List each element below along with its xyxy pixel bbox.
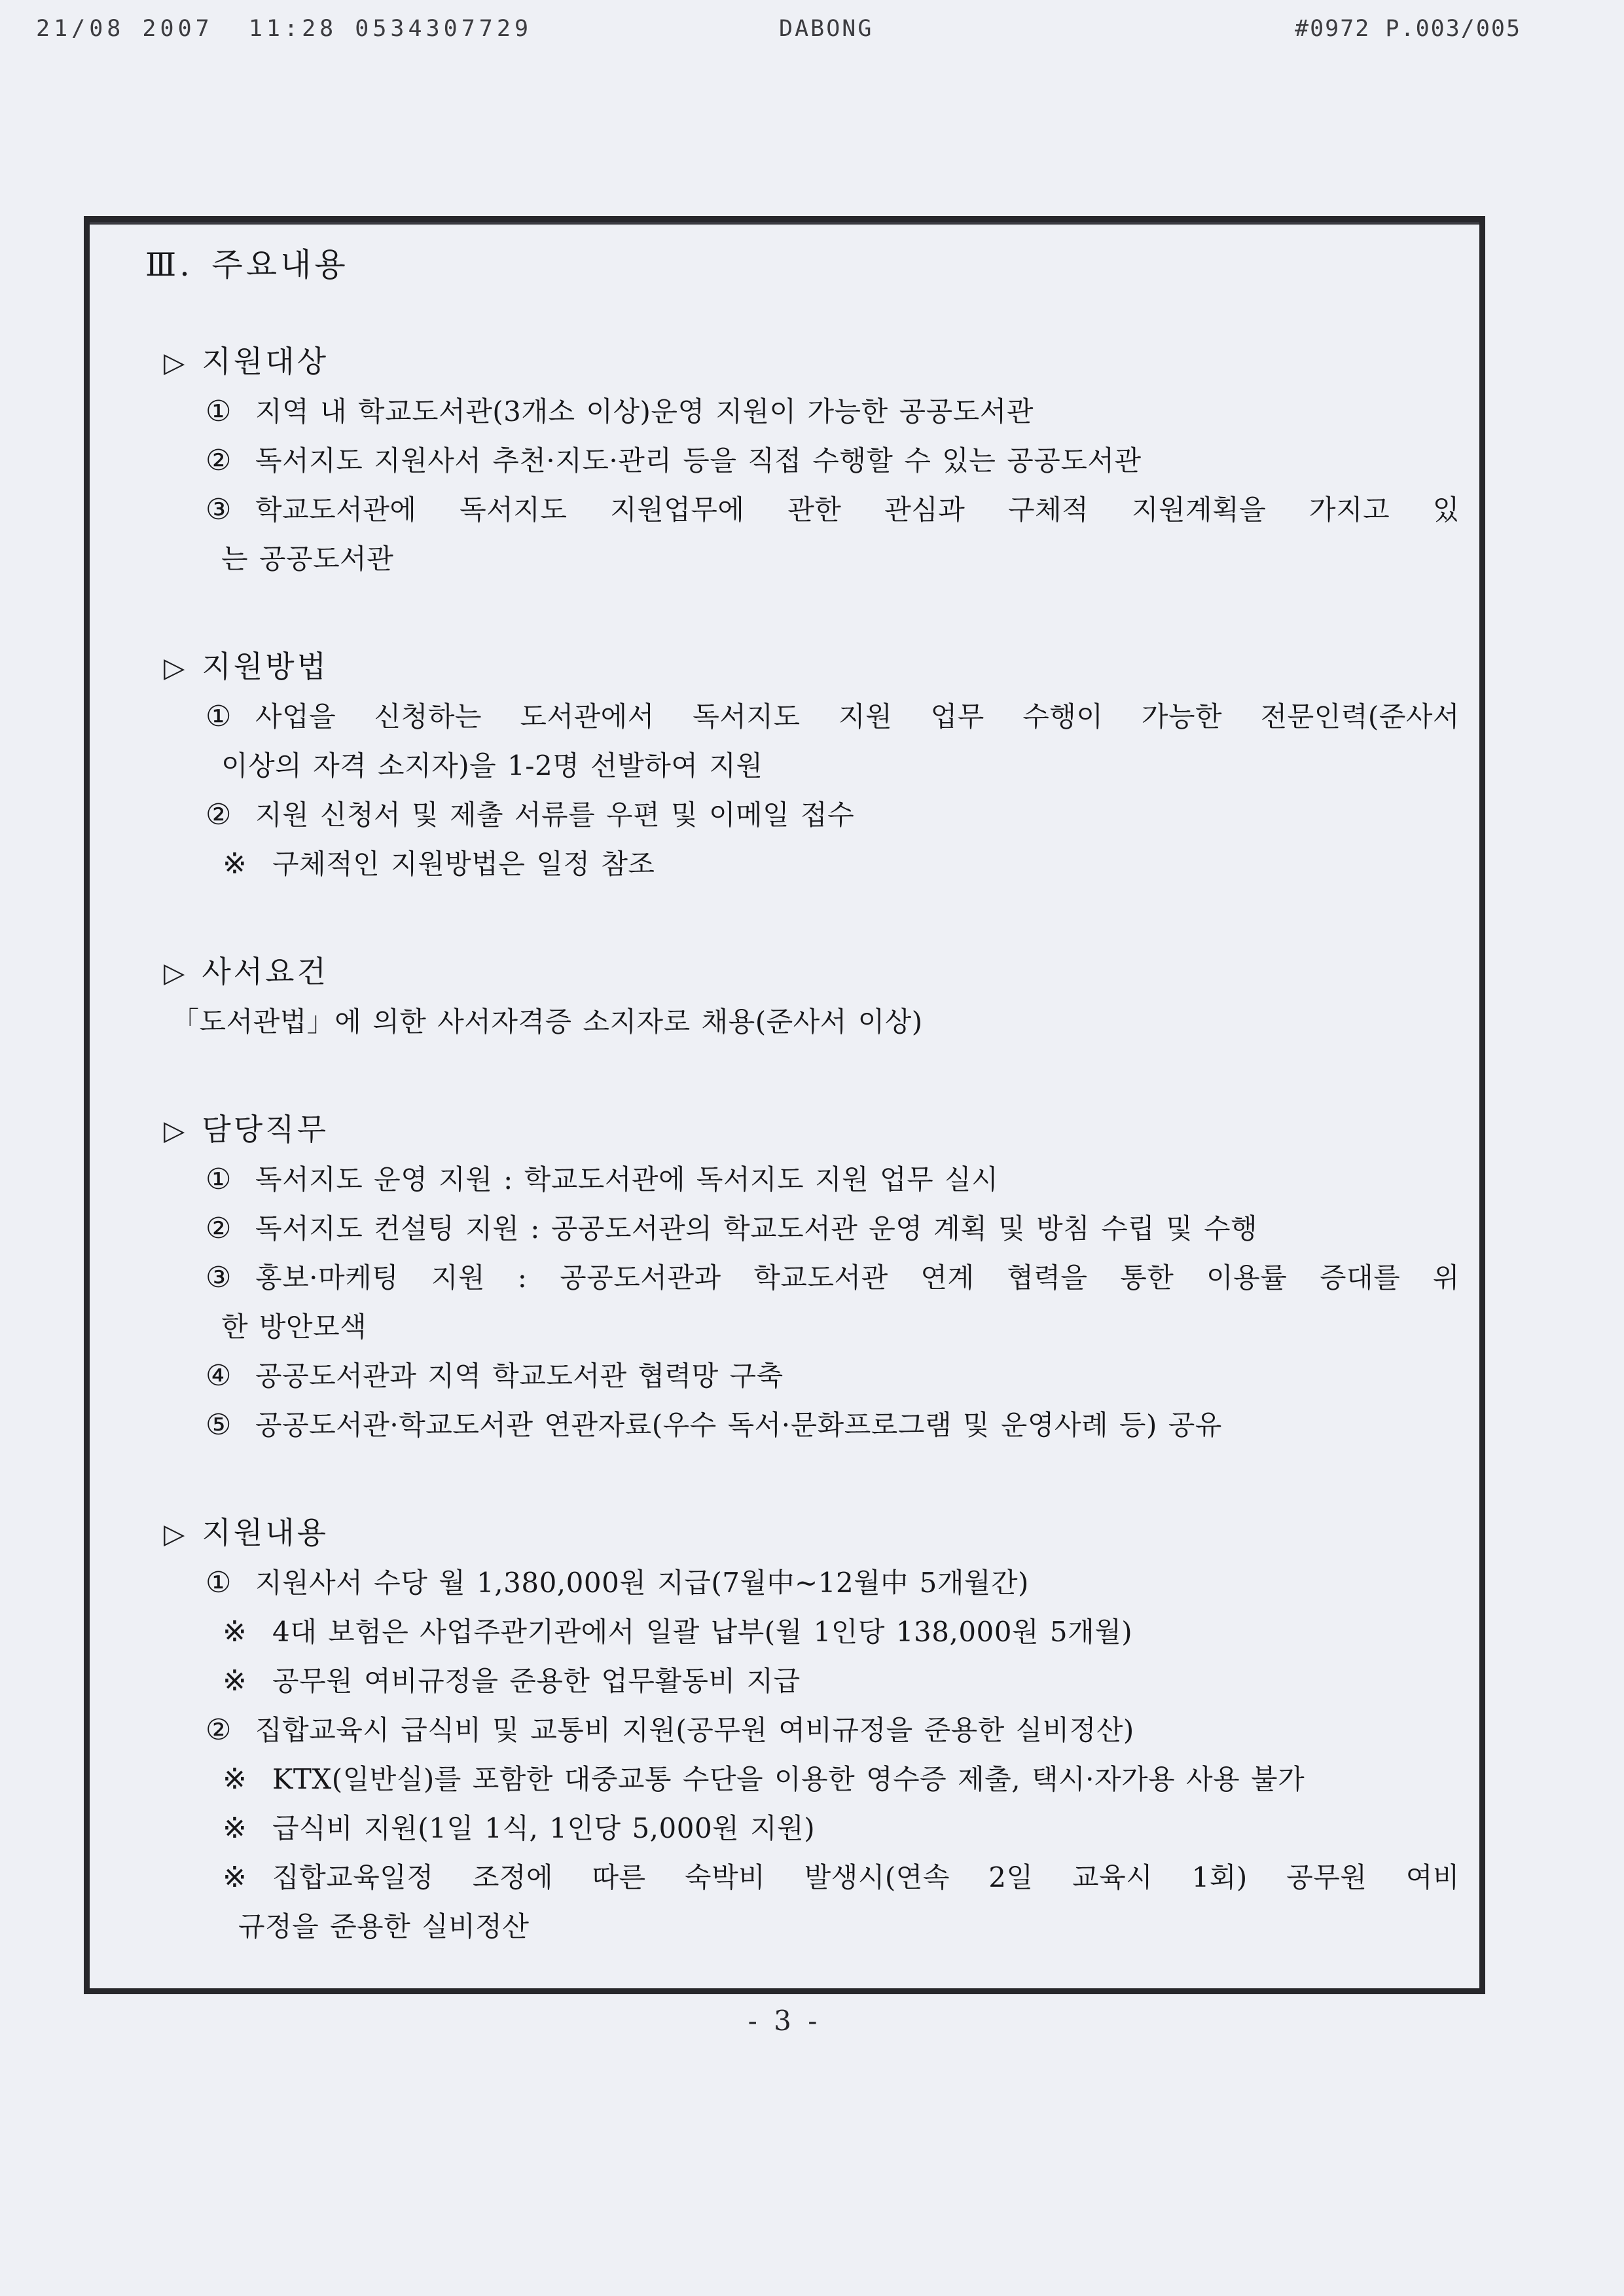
item-line: 공공도서관·학교도서관 연관자료(우수 독서·문화프로그램 및 운영사례 등) 공유: [255, 1409, 1222, 1441]
item-line: 집합교육시 급식비 및 교통비 지원(공무원 여비규정을 준용한 실비정산): [255, 1714, 1134, 1746]
list-item: [145, 692, 1460, 790]
item-marker: ①: [206, 1566, 232, 1599]
item-line: 공무원 여비규정을 준용한 업무활동비 지급: [272, 1665, 801, 1697]
item-line: 공공도서관과 지역 학교도서관 협력망 구축: [255, 1360, 784, 1392]
reference-mark-icon: ※: [223, 1861, 247, 1894]
list-item-note: [145, 1607, 1460, 1656]
section-title: 지원내용: [202, 1515, 329, 1550]
section-header: [145, 337, 1460, 387]
list-item: [145, 1155, 1460, 1204]
section-header: [145, 1508, 1460, 1558]
item-marker: ⑤: [206, 1408, 232, 1442]
item-marker: ②: [206, 798, 232, 831]
list-item: [145, 436, 1460, 485]
section-title: 담당직무: [202, 1112, 329, 1147]
reference-mark-icon: ※: [223, 1664, 247, 1698]
triangle-bullet-icon: ▷: [164, 1518, 185, 1550]
triangle-bullet-icon: ▷: [164, 1114, 185, 1146]
item-marker: ③: [206, 493, 232, 526]
section-title: 지원대상: [202, 344, 329, 379]
item-marker: ②: [206, 1212, 232, 1245]
document-box: [84, 216, 1485, 1994]
section-librarian-requirement: [145, 947, 1460, 1046]
list-item-note: [145, 1656, 1460, 1705]
list-item-note: [145, 1804, 1460, 1853]
item-line: 학교도서관에 독서지도 지원업무에 관한 관심과 구체적 지원계획을 가지고 있: [255, 494, 1460, 526]
list-item-note: [145, 1755, 1460, 1804]
list-item: [145, 1400, 1460, 1449]
list-item-note: [145, 1853, 1460, 1951]
list-item: [145, 997, 1460, 1046]
item-marker: ②: [206, 444, 232, 477]
item-line: 한 방안모색: [221, 1311, 367, 1343]
list-item: [145, 1558, 1460, 1607]
list-item: [145, 485, 1460, 583]
reference-mark-icon: ※: [223, 847, 247, 881]
item-line: 홍보·마케팅 지원 : 공공도서관과 학교도서관 연계 협력을 통한 이용률 증대를 위: [255, 1262, 1460, 1294]
fax-page-info: #0972 P.003/005: [1295, 16, 1522, 42]
item-line: 는 공공도서관: [221, 543, 394, 575]
item-marker: ③: [206, 1261, 232, 1294]
item-marker: ④: [206, 1359, 232, 1393]
list-item: [145, 387, 1460, 436]
item-marker: ①: [206, 1163, 232, 1196]
item-marker: ①: [206, 700, 232, 733]
fax-datetime: 21/08 2007 11:28 0534307729: [36, 16, 533, 42]
item-line: 4대 보험은 사업주관기관에서 일괄 납부(월 1인당 138,000원 5개월): [272, 1616, 1133, 1648]
document-title: Ⅲ. 주요내용: [145, 246, 349, 283]
item-line: 사업을 신청하는 도서관에서 독서지도 지원 업무 수행이 가능한 전문인력(준사서: [255, 701, 1460, 733]
triangle-bullet-icon: ▷: [164, 957, 185, 989]
list-item: [145, 1705, 1460, 1755]
list-item: [145, 790, 1460, 839]
item-line: 이상의 자격 소지자)을 1-2명 선발하여 지원: [221, 750, 763, 782]
item-line: 지원사서 수당 월 1,380,000원 지급(7월中~12월中 5개월간): [255, 1567, 1029, 1599]
section-title: 사서요건: [202, 954, 329, 989]
item-line: 급식비 지원(1일 1식, 1인당 5,000원 지원): [272, 1812, 816, 1844]
fax-sender: DABONG: [779, 16, 874, 42]
item-line: 규정을 준용한 실비정산: [238, 1910, 530, 1942]
list-item: [145, 1204, 1460, 1253]
list-item-note: [145, 839, 1460, 888]
page-number: - 3 -: [748, 2005, 821, 2037]
item-line: 독서지도 운영 지원 : 학교도서관에 독서지도 지원 업무 실시: [255, 1163, 999, 1195]
item-line: 지원 신청서 및 제출 서류를 우편 및 이메일 접수: [255, 799, 855, 831]
section-duties: [145, 1105, 1460, 1449]
item-marker: ②: [206, 1713, 232, 1747]
item-line: 구체적인 지원방법은 일정 참조: [272, 848, 655, 880]
section-application-method: [145, 642, 1460, 888]
item-line: 지역 내 학교도서관(3개소 이상)운영 지원이 가능한 공공도서관: [255, 395, 1034, 428]
reference-mark-icon: ※: [223, 1762, 247, 1796]
item-line: 독서지도 지원사서 추천·지도·관리 등을 직접 수행할 수 있는 공공도서관: [255, 445, 1142, 477]
section-header: [145, 1105, 1460, 1155]
item-marker: ①: [206, 395, 232, 428]
item-line: 집합교육일정 조정에 따른 숙박비 발생시(연속 2일 교육시 1회) 공무원 여비: [272, 1861, 1460, 1893]
section-header: [145, 642, 1460, 692]
triangle-bullet-icon: ▷: [164, 651, 185, 683]
section-support-target: [145, 337, 1460, 583]
item-line: 「도서관법」에 의한 사서자격증 소지자로 채용(준사서 이상): [171, 1006, 923, 1038]
section-title: 지원방법: [202, 649, 329, 684]
reference-mark-icon: ※: [223, 1615, 247, 1649]
reference-mark-icon: ※: [223, 1812, 247, 1845]
item-line: 독서지도 컨설팅 지원 : 공공도서관의 학교도서관 운영 계획 및 방침 수립 및 수행: [255, 1212, 1258, 1245]
list-item: [145, 1253, 1460, 1351]
section-header: [145, 947, 1460, 997]
item-line: KTX(일반실)를 포함한 대중교통 수단을 이용한 영수증 제출, 택시·자가용 사용 불가: [272, 1763, 1305, 1795]
list-item: [145, 1351, 1460, 1400]
triangle-bullet-icon: ▷: [164, 346, 185, 378]
section-support-content: [145, 1508, 1460, 1951]
